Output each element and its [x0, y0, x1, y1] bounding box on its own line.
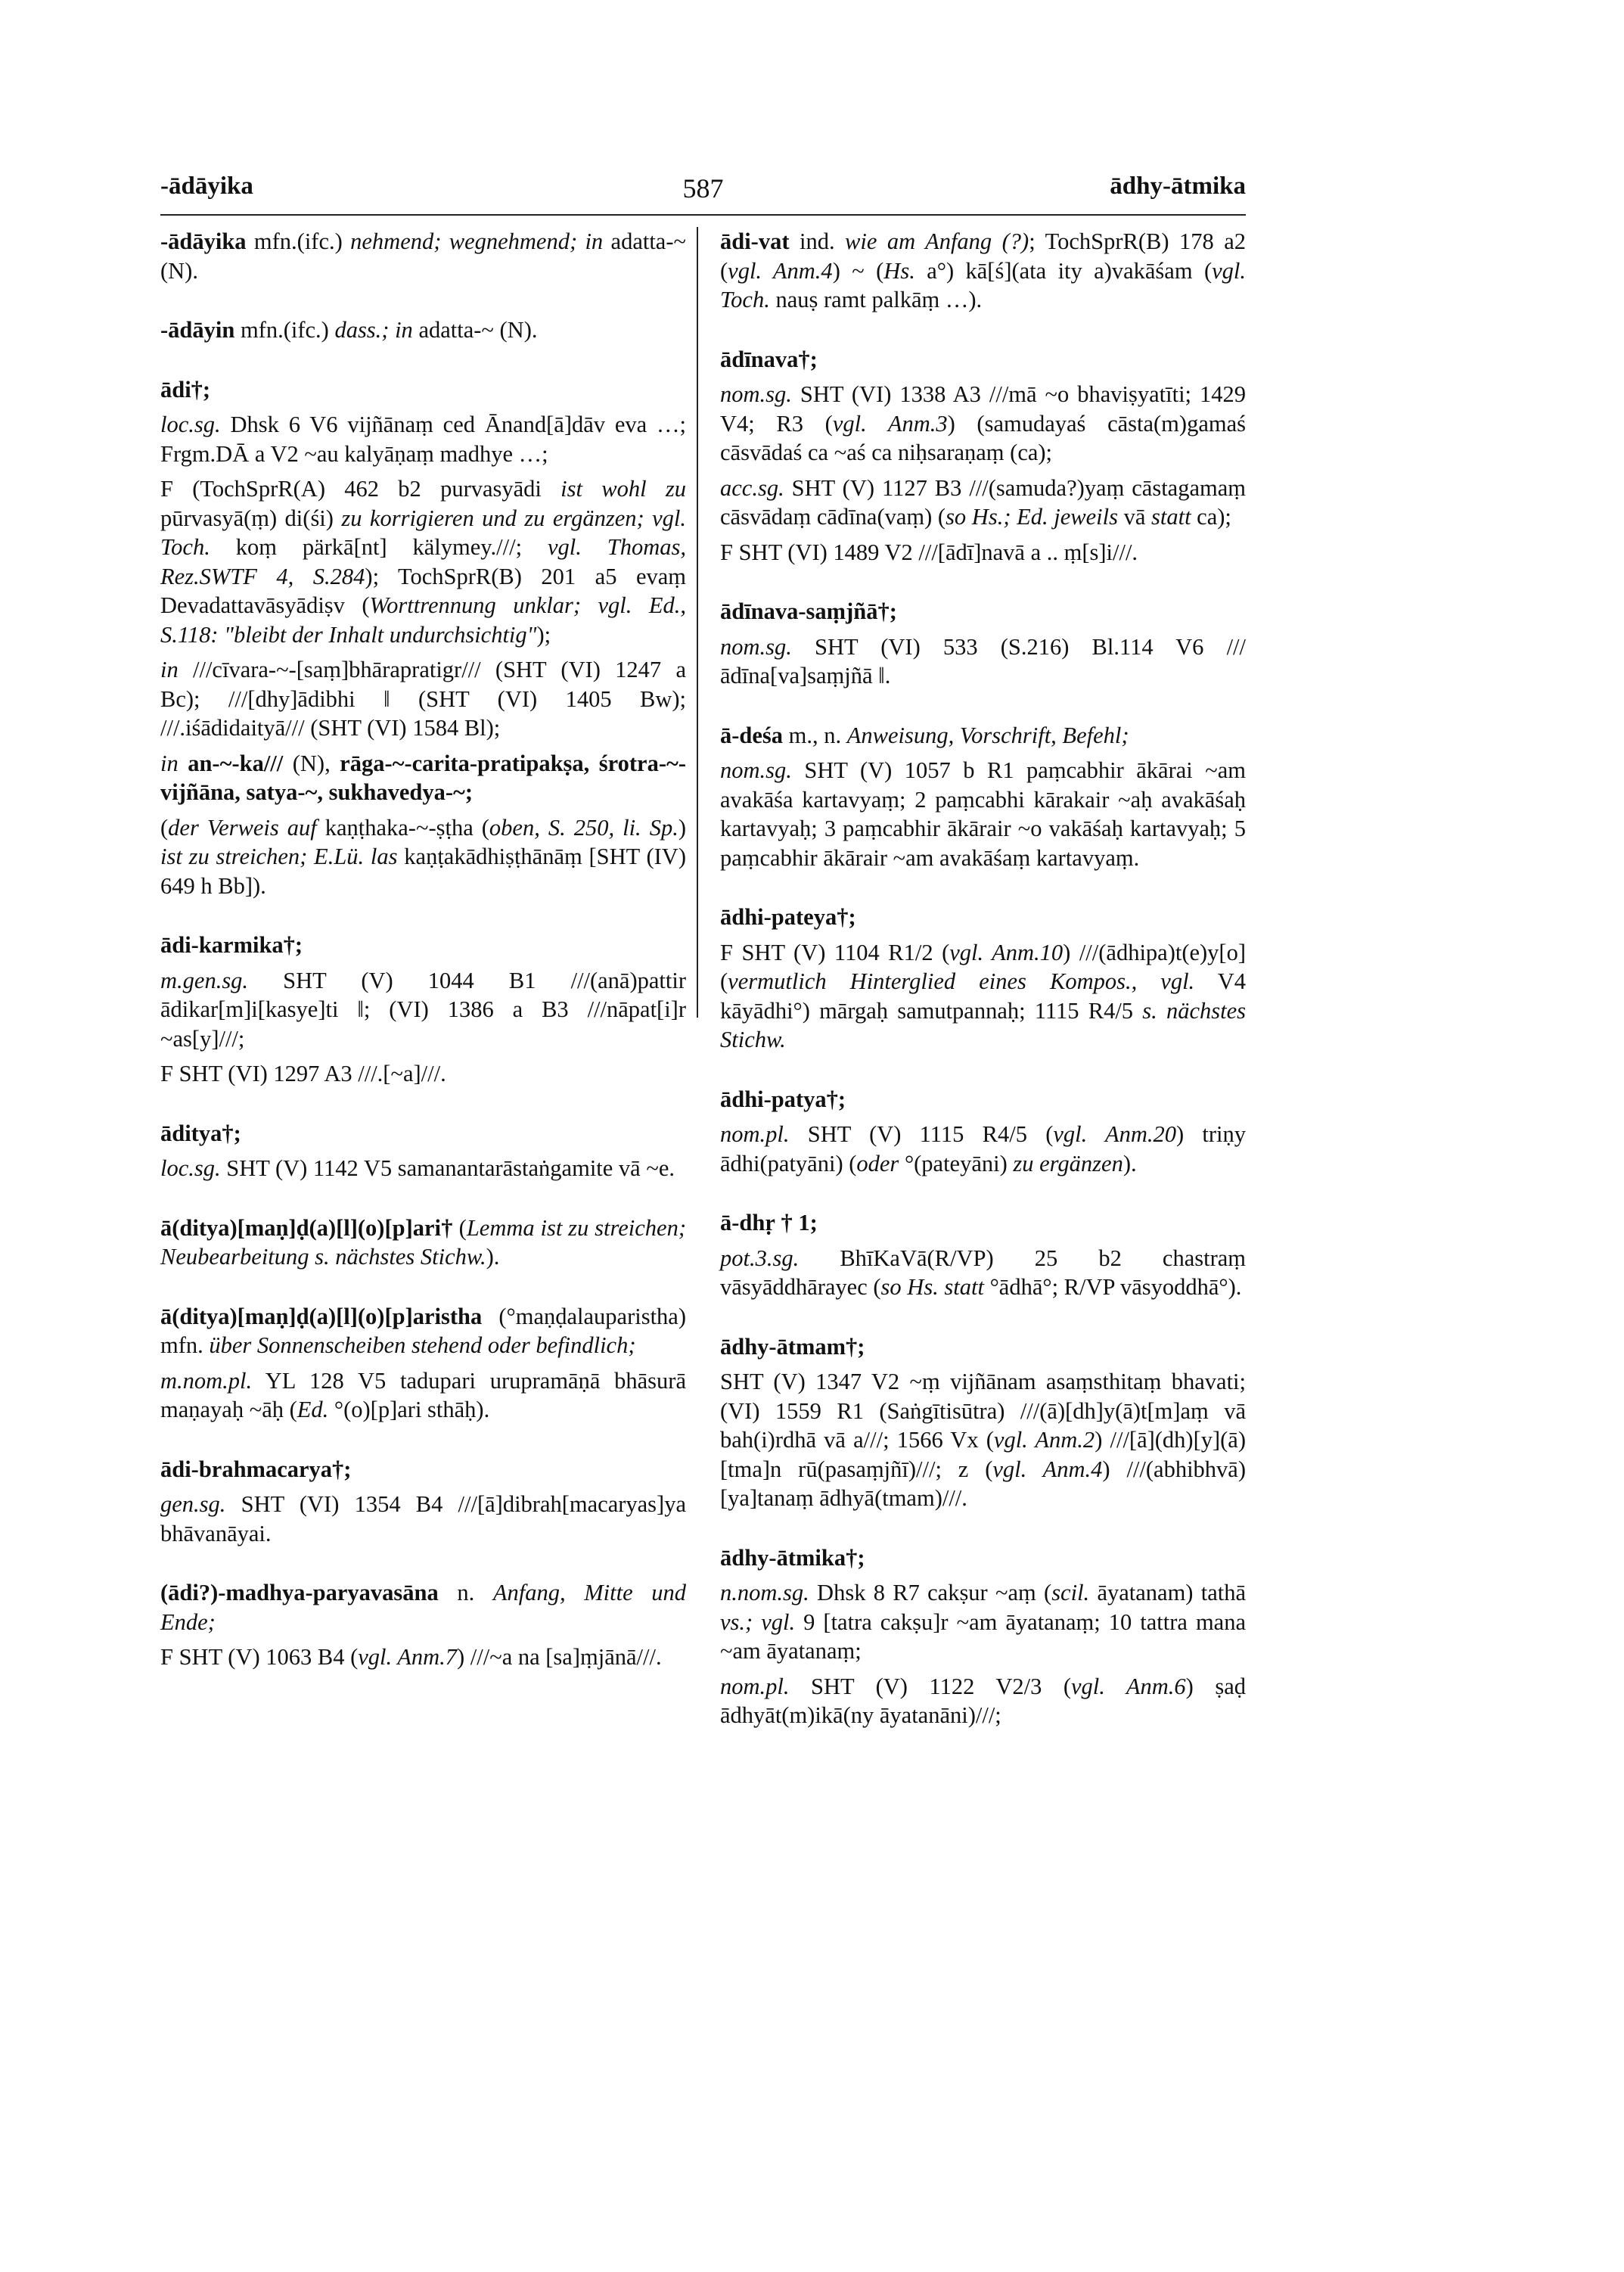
- dictionary-entry: ādhi-pateya†; F SHT (V) 1104 R1/2 (vgl. Anm.10) ///(ādhipa)t(e)y[o] (vermutlich Hinterglied eines Kompos., vgl. V4 kāyādhi°) mārgaḥ samutpannaḥ; 1115 R4/5 s. nächstes Stichw.: [720, 904, 1246, 1052]
- running-header: [160, 172, 1246, 209]
- dictionary-entry: āditya†; loc.sg. SHT (V) 1142 V5 samanantarāstaṅgamite vā ~e.: [160, 1120, 675, 1181]
- dictionary-entry: ādhi-patya†; nom.pl. SHT (V) 1115 R4/5 (vgl. Anm.20) triṇy ādhi(patyāni) (oder °(pateyāni) zu ergänzen).: [720, 1086, 1246, 1176]
- dictionary-entry: ā-deśa m., n. Anweisung, Vorschrift, Befehl; nom.sg. SHT (V) 1057 b R1 paṃcabhir ākārai ~am avakāśa kartavyaṃ; 2 paṃcabhi kārakair ~aḥ avakāśaḥ kartavyaḥ; 3 paṃcabhir ākārair ~o vakāśaḥ kartavyaḥ; 5 paṃcabhir ākārair ~am avakāśaṃ kartavyaṃ.: [720, 722, 1246, 871]
- page-number: 587: [682, 173, 724, 204]
- dictionary-entry: ādi†; loc.sg. Dhsk 6 V6 vijñānaṃ ced Ānand[ā]dāv eva …; Frgm.DĀ a V2 ~au kalyāṇaṃ madhye …; F (TochSprR(A) 462 b2 purvasyādi ist wohl zu pūrvasyā(ṃ) di(śi) zu korrigieren und zu ergänzen; vgl. Toch. koṃ pärkā[nt] kälymey.///; vgl. Thomas, Rez.SWTF 4, S.284); TochSprR(B) 201 a5 evaṃ Devadattavāsyādiṣv (Worttrennung unklar; vgl. Ed., S.118: "bleibt der Inhalt undurchsichtig"); in ///cīvara-~-[saṃ]bhārapratigr/// (SHT (VI) 1247 a Bc); ///[dhy]ādibhi ‖ (SHT (VI) 1405 Bw); ///.iśādidaityā/// (SHT (VI) 1584 Bl); in an-~-ka/// (N), rāga-~-carita-pratipakṣa, śrotra-~-vijñāna, satya-~, sukhavedya-~; (der Verweis auf kaṇṭhaka-~-ṣṭha (oben, S. 250, li. Sp.) ist zu streichen; E.Lü. las kaṇṭakādhiṣṭhānāṃ [SHT (IV) 649 h Bb]).: [160, 376, 687, 899]
- right-column: [720, 227, 1246, 1761]
- dictionary-entry: ādi-brahmacarya†; gen.sg. SHT (VI) 1354 B4 ///[ā]dibrah[macaryas]ya bhāvanāyai.: [160, 1456, 686, 1546]
- dictionary-entry: ā(ditya)[maṇ]ḍ(a)[l](o)[p]aristha (°maṇḍalauparistha) mfn. über Sonnenscheiben stehend oder befindlich; m.nom.pl. YL 128 V5 tadupari urupramāṇā bhāsurā maṇayaḥ ~āḥ (Ed. °(o)[p]ari sthāḥ).: [160, 1303, 686, 1422]
- dictionary-entry: ādīnava†; nom.sg. SHT (VI) 1338 A3 ///mā ~o bhaviṣyatīti; 1429 V4; R3 (vgl. Anm.3) (samudayaś cāsta(m)gamaś cāsvādaś ca ~aś ca niḥsaraṇaṃ (ca); acc.sg. SHT (V) 1127 B3 ///(samuda?)yaṃ cāstagamaṃ cāsvādaṃ cādīna(vaṃ) (so Hs.; Ed. jeweils vā statt ca); F SHT (VI) 1489 V2 ///[ādī]navā a .. ṃ[s]i///.: [720, 346, 1246, 565]
- dictionary-entry: ādhy-ātmika†; n.nom.sg. Dhsk 8 R7 cakṣur ~aṃ (scil. āyatanam) tathā vs.; vgl. 9 [tatra cakṣu]r ~am āyatanaṃ; 10 tattra mana ~am āyatanaṃ; nom.pl. SHT (V) 1122 V2/3 (vgl. Anm.6) ṣaḍ ādhyāt(m)ikā(ny āyatanāni)///;: [720, 1544, 1246, 1728]
- dictionary-entry: -ādāyika mfn.(ifc.) nehmend; wegnehmend; in adatta-~ (N).: [160, 228, 686, 284]
- dictionary-entry: ā-dhṛ † 1; pot.3.sg. BhīKaVā(R/VP) 25 b2 chastraṃ vāsyāddhārayec (so Hs. statt °ādhā°; R/VP vāsyoddhā°).: [720, 1210, 1246, 1300]
- dictionary-entry: ādīnava-saṃjñā†; nom.sg. SHT (VI) 533 (S.216) Bl.114 V6 ///ādīna[va]saṃjñā ‖.: [720, 598, 1246, 688]
- dictionary-entry: -ādāyin mfn.(ifc.) dass.; in adatta-~ (N).: [160, 317, 538, 343]
- dictionary-entry: (ādi?)-madhya-paryavasāna n. Anfang, Mitte und Ende; F SHT (V) 1063 B4 (vgl. Anm.7) ///~a na [sa]ṃjānā///.: [160, 1580, 686, 1670]
- dictionary-entry: ādi-vat ind. wie am Anfang (?); TochSprR(B) 178 a2 (vgl. Anm.4) ~ (Hs. a°) kā[ś](ata ity a)vakāśam (vgl. Toch. nauṣ ramt palkāṃ …).: [720, 228, 1246, 312]
- header-rule: [160, 214, 1246, 216]
- left-column: [160, 227, 686, 1702]
- dictionary-entry: ā(ditya)[maṇ]ḍ(a)[l](o)[p]ari† (Lemma ist zu streichen; Neubearbeitung s. nächstes Stichw.).: [160, 1214, 686, 1270]
- dictionary-entry: ādi-karmika†; m.gen.sg. SHT (V) 1044 B1 ///(anā)pattir ādikar[m]i[kasye]ti ‖; (VI) 1386 a B3 ///nāpat[i]r ~as[y]///; F SHT (VI) 1297 A3 ///.[~a]///.: [160, 932, 686, 1086]
- header-right-lemma: ādhy-ātmika: [1110, 172, 1246, 200]
- dictionary-entry: ādhy-ātmam†; SHT (V) 1347 V2 ~ṃ vijñānam asaṃsthitaṃ bhavati; (VI) 1559 R1 (Saṅgītisūtra) ///(ā)[dh]y(ā)t[m]aṃ vā bah(i)rdhā vā a///; 1566 Vx (vgl. Anm.2) ///[ā](dh)[y](ā)[tma]n rū(pasaṃjñī)///; z (vgl. Anm.4) ///(abhibhvā)[ya]tanaṃ ādhyā(tmam)///.: [720, 1333, 1246, 1511]
- header-left-lemma: -ādāyika: [160, 172, 253, 200]
- column-divider: [697, 227, 698, 1018]
